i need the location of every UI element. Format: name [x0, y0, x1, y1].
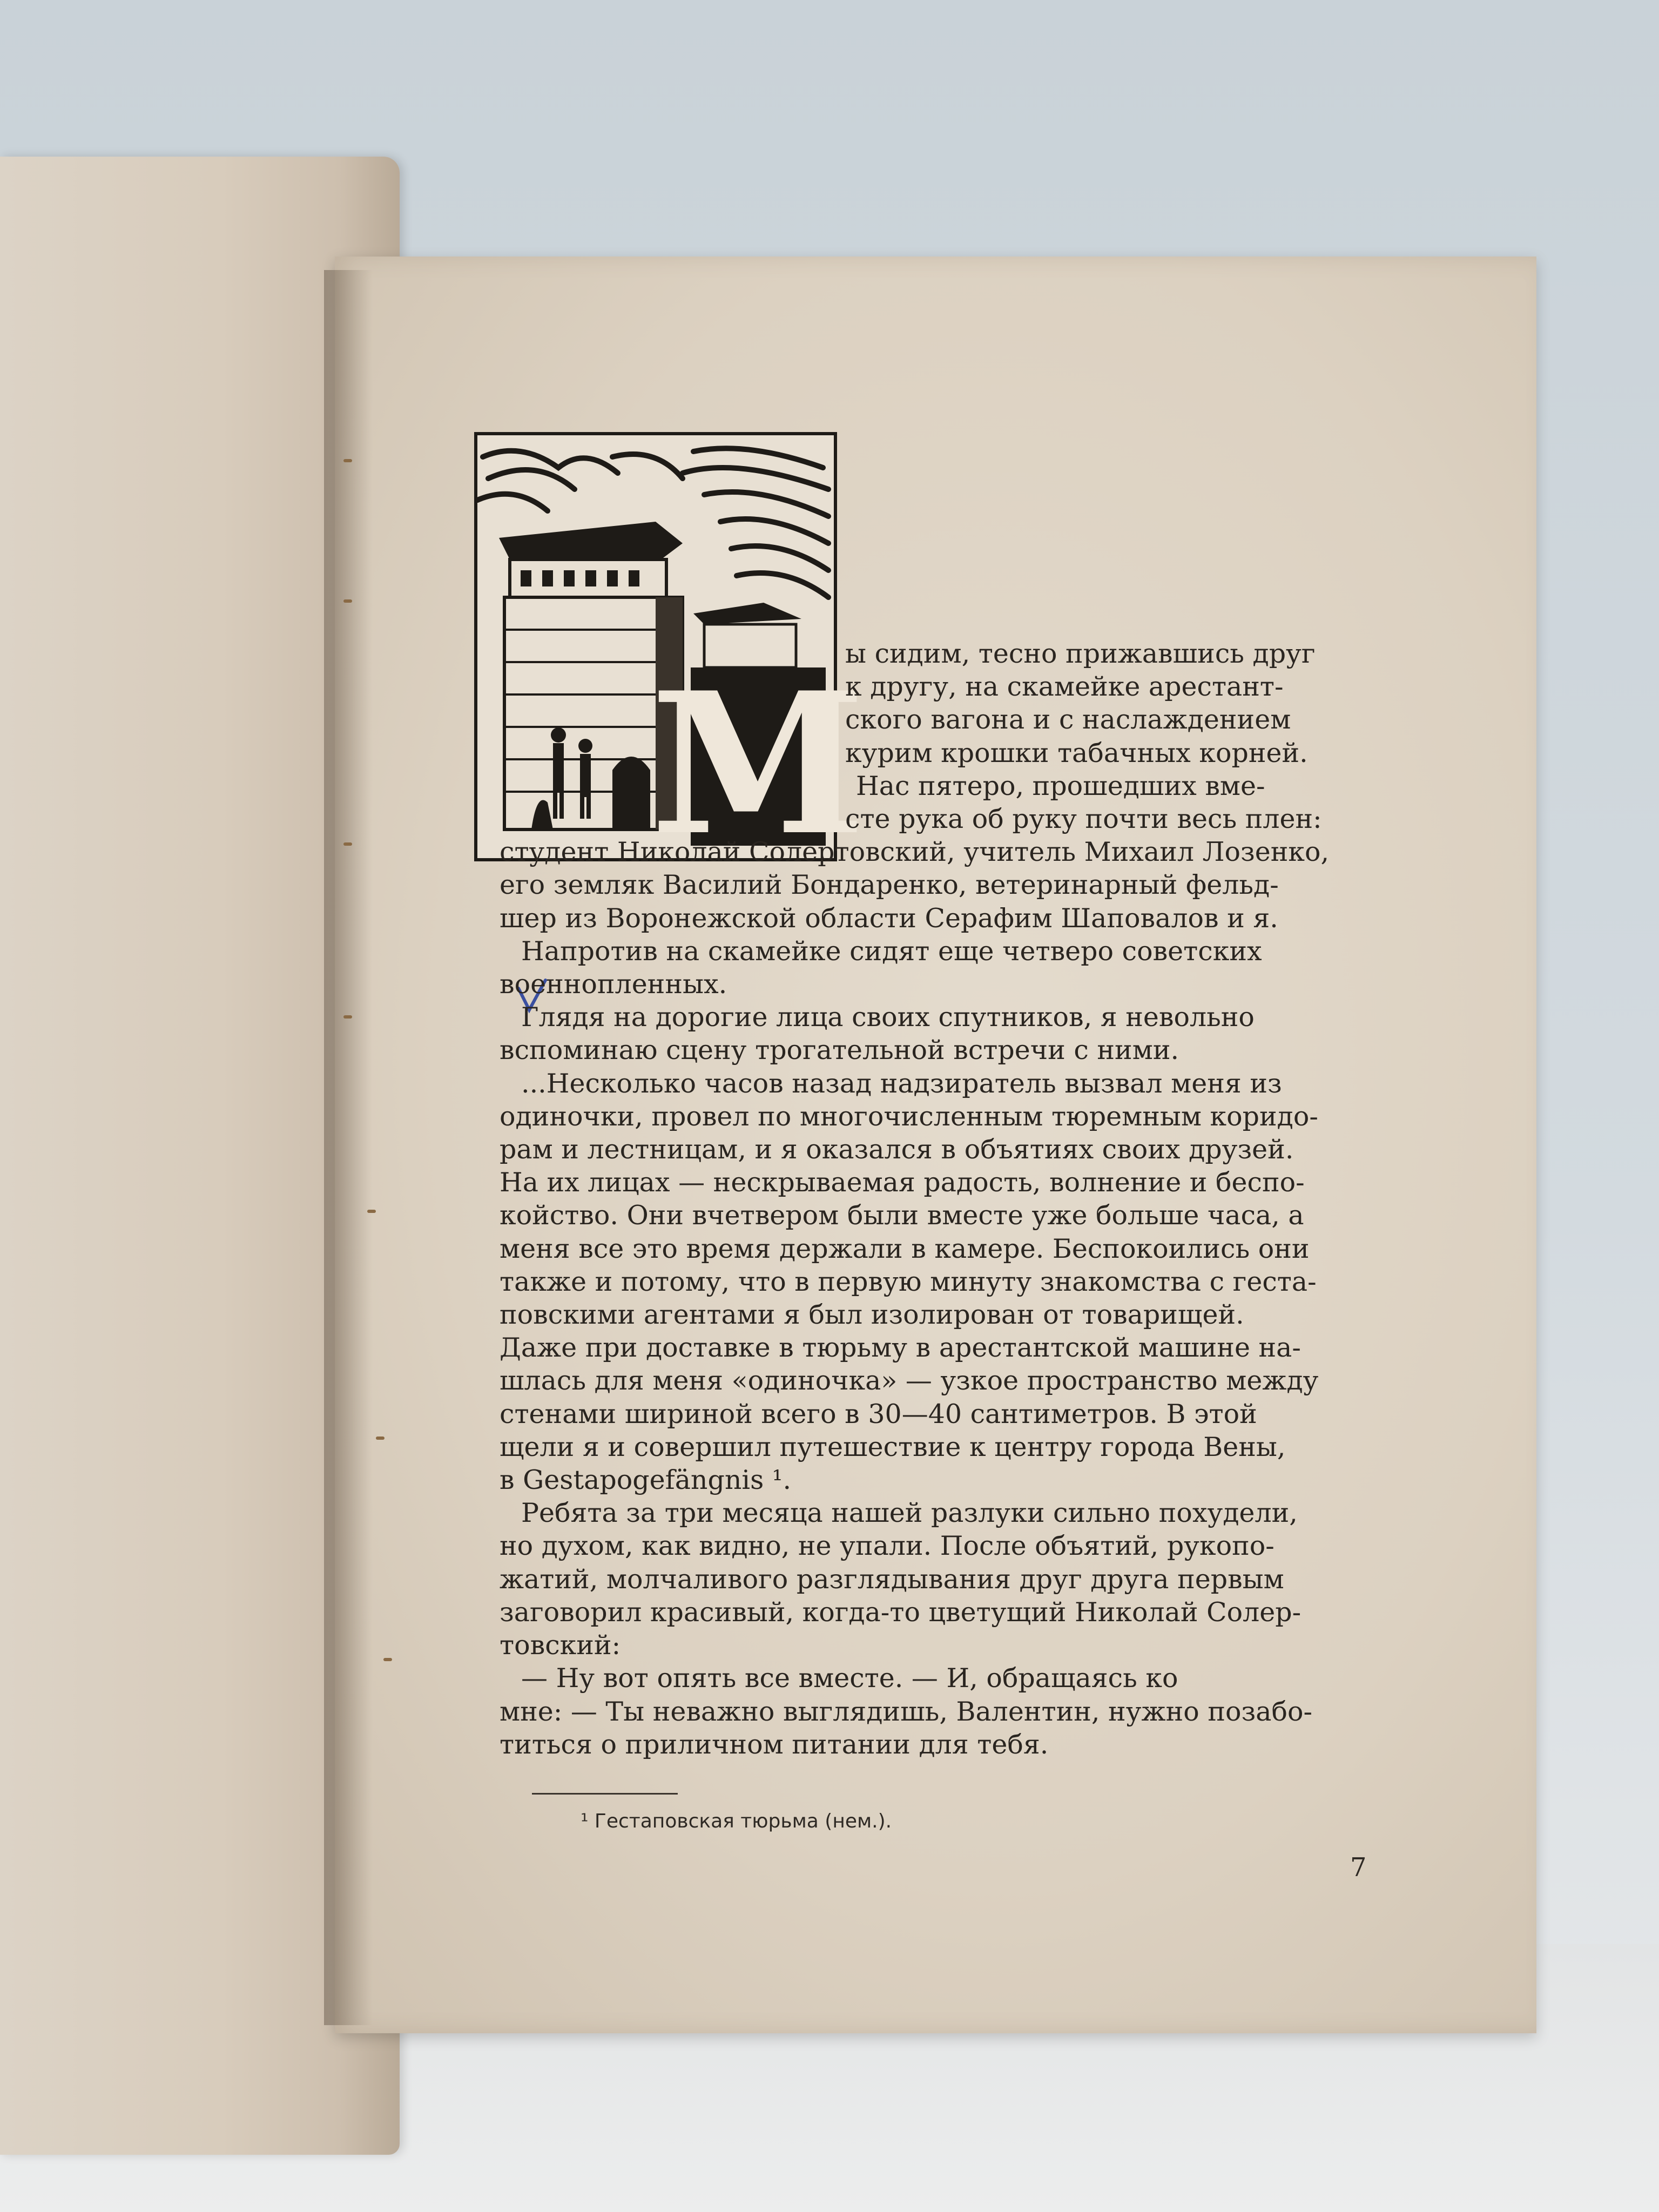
binding-stitch	[367, 1210, 376, 1213]
text-line: шлась для меня «одиночка» — узкое пространство между	[500, 1365, 1319, 1397]
text-line: Нас пятеро, прошедших вме-	[856, 770, 1265, 801]
binding-stitch	[383, 1658, 392, 1661]
text-line: Даже при доставке в тюрьму в арестантской машине на-	[500, 1332, 1301, 1364]
dropcap-letter: М	[650, 650, 866, 878]
text-line: щели я и совершил путешествие к центру города Вены,	[500, 1431, 1286, 1462]
binding-stitch	[376, 1437, 385, 1440]
text-line: стенами шириной всего в 30—40 сантиметров. В этой	[500, 1398, 1257, 1429]
text-line: к другу, на скамейке арестант-	[845, 671, 1284, 703]
binding-stitch	[343, 459, 352, 462]
text-line: студент Николай Солертовский, учитель Михаил Лозенко,	[500, 837, 1330, 868]
text-line: Ребята за три месяца нашей разлуки сильно похудели,	[521, 1498, 1298, 1529]
text-line: На их лицах — нескрываемая радость, волнение и беспо-	[500, 1167, 1305, 1198]
text-line: меня все это время держали в камере. Беспокоились они	[500, 1233, 1310, 1264]
text-line: одиночки, провел по многочисленным тюремным коридо-	[500, 1101, 1318, 1132]
text-line: но духом, как видно, не упали. После объятий, рукопо-	[500, 1530, 1274, 1562]
text-line: заговорил красивый, когда-то цветущий Николай Солер-	[500, 1596, 1301, 1628]
text-line: — Ну вот опять все вместе. — И, обращаясь ко	[521, 1663, 1178, 1694]
text-line: ...Несколько часов назад надзиратель вызвал меня из	[521, 1068, 1282, 1099]
text-line: шер из Воронежской области Серафим Шаповалов и я.	[500, 902, 1278, 934]
text-line: ского вагона и с наслаждением	[845, 704, 1291, 736]
text-line: также и потому, что в первую минуту знакомства с геста-	[500, 1266, 1317, 1297]
text-line: его земляк Василий Бондаренко, ветеринарный фельд-	[500, 869, 1279, 901]
binding-stitch	[343, 599, 352, 603]
text-line: в Gestapogefängnis ¹.	[500, 1465, 792, 1496]
text-line: повскими агентами я был изолирован от товарищей.	[500, 1299, 1244, 1331]
page-number: 7	[1350, 1852, 1367, 1883]
text-line: титься о приличном питании для тебя.	[500, 1729, 1049, 1760]
footnote: ¹ Гестаповская тюрьма (нем.).	[581, 1810, 892, 1832]
gutter-shadow	[324, 270, 373, 2025]
text-line: сте рука об руку почти весь плен:	[845, 804, 1322, 835]
text-line: рам и лестницам, и я оказался в объятиях своих друзей.	[500, 1134, 1294, 1165]
text-line: Напротив на скамейке сидят еще четверо советских	[521, 935, 1262, 967]
text-line: мне: — Ты неважно выглядишь, Валентин, нужно позабо-	[500, 1696, 1313, 1727]
binding-stitch	[343, 1015, 352, 1019]
footnote-rule	[532, 1793, 678, 1795]
text-line: койство. Они вчетвером были вместе уже больше часа, а	[500, 1200, 1304, 1231]
text-line: жатий, молчаливого разглядывания друг друга первым	[500, 1563, 1284, 1595]
text-line: товский:	[500, 1630, 621, 1661]
body-text	[500, 637, 1393, 1761]
text-line: вспоминаю сцену трогательной встречи с ними.	[500, 1035, 1179, 1066]
binding-stitch	[343, 842, 352, 846]
text-line: курим крошки табачных корней.	[845, 737, 1308, 768]
text-line: Глядя на дорогие лица своих спутников, я невольно	[521, 1002, 1255, 1033]
text-line: ы сидим, тесно прижавшись друг	[845, 638, 1316, 669]
text-line: военнопленных.	[500, 969, 727, 1000]
